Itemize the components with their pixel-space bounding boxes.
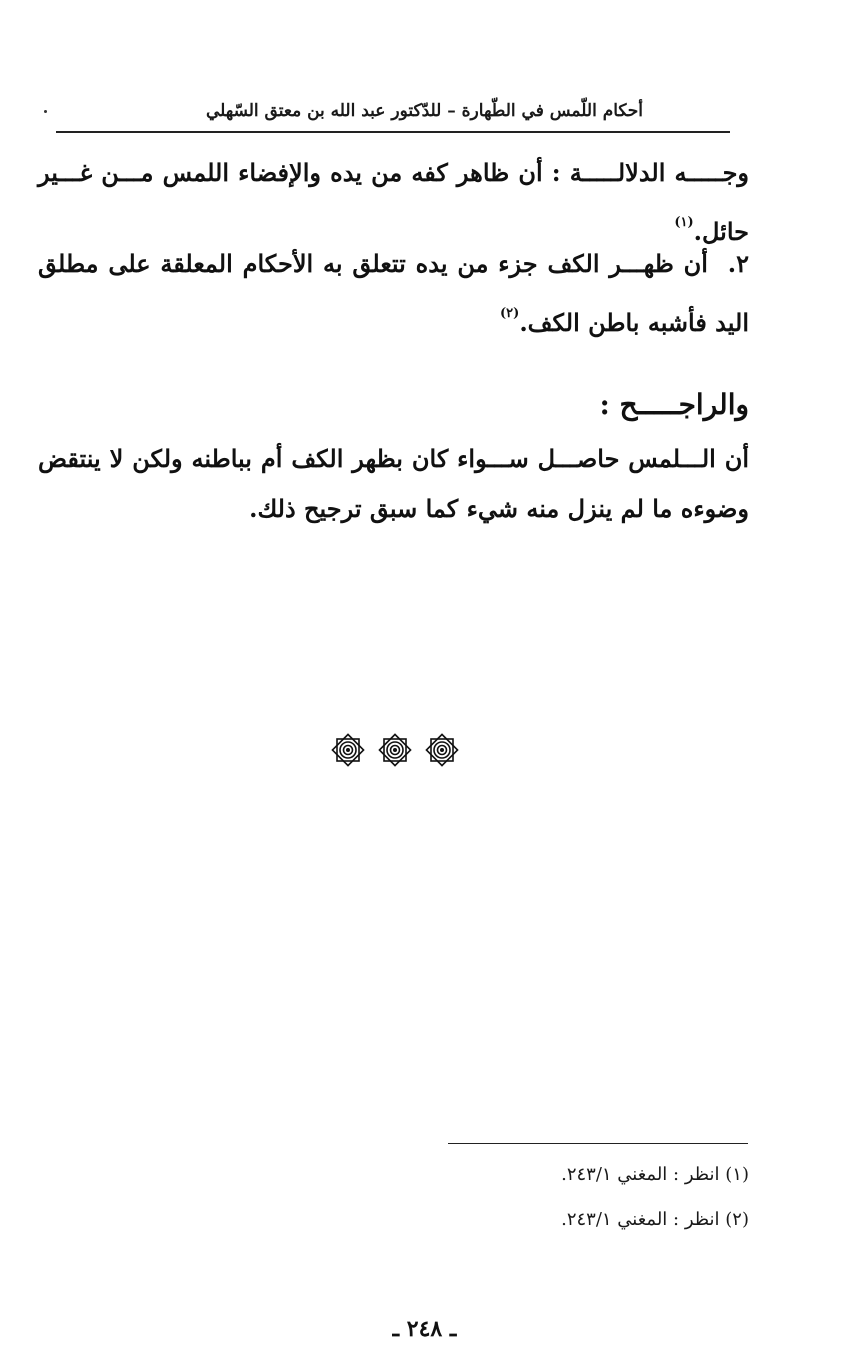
- footnote-2-label: (٢): [725, 1209, 749, 1230]
- paragraph-indication-text: وجـــــه الدلالـــــة : أن ظاهر كفه من يده والإفضاء اللمس مـــن غـــير حائل.: [38, 158, 749, 246]
- paragraph-point-2-text: أن ظهـــر الكف جزء من يده تتعلق به الأحكام المعلقة على مطلق اليد فأشبه باطن الكف.: [38, 249, 749, 337]
- page-number: ـ ٢٤٨ ـ: [392, 1316, 457, 1342]
- footnote-2-text: انظر : المغني ٢٤٣/١.: [561, 1209, 720, 1230]
- header-dot: [44, 110, 47, 113]
- header-rule: [56, 131, 730, 133]
- section-divider-ornaments: [330, 730, 460, 770]
- section-heading-preferred: والراجـــــح :: [599, 388, 749, 421]
- rosette-ornament-icon: [424, 732, 460, 768]
- paragraph-preferred-opinion-text: أن الـــلمس حاصـــل ســـواء كان بظهر الكف أم بباطنه ولكن لا ينتقض وضوءه ما لم ينزل منه شيء كما سبق ترجيح ذلك.: [38, 444, 749, 523]
- rosette-ornament-icon: [330, 732, 366, 768]
- footnote-ref-2: (٢): [500, 306, 520, 321]
- footnote-2: [561, 1209, 749, 1230]
- paragraph-preferred-opinion: [38, 434, 749, 534]
- footnote-1-text: انظر : المغني ٢٤٣/١.: [561, 1164, 720, 1185]
- paragraph-point-2: [38, 239, 749, 348]
- running-header-title: أحكام اللّمس في الطّهارة – للدّكتور عبد الله بن معتق السّهلي: [205, 101, 644, 121]
- footnote-1: [561, 1164, 749, 1185]
- list-number: ٢.: [727, 249, 749, 278]
- rosette-ornament-icon: [377, 732, 413, 768]
- running-header: [0, 101, 849, 121]
- footnote-1-label: (١): [725, 1164, 749, 1185]
- footnote-rule: [448, 1143, 748, 1144]
- footnote-ref-1: (١): [674, 215, 694, 230]
